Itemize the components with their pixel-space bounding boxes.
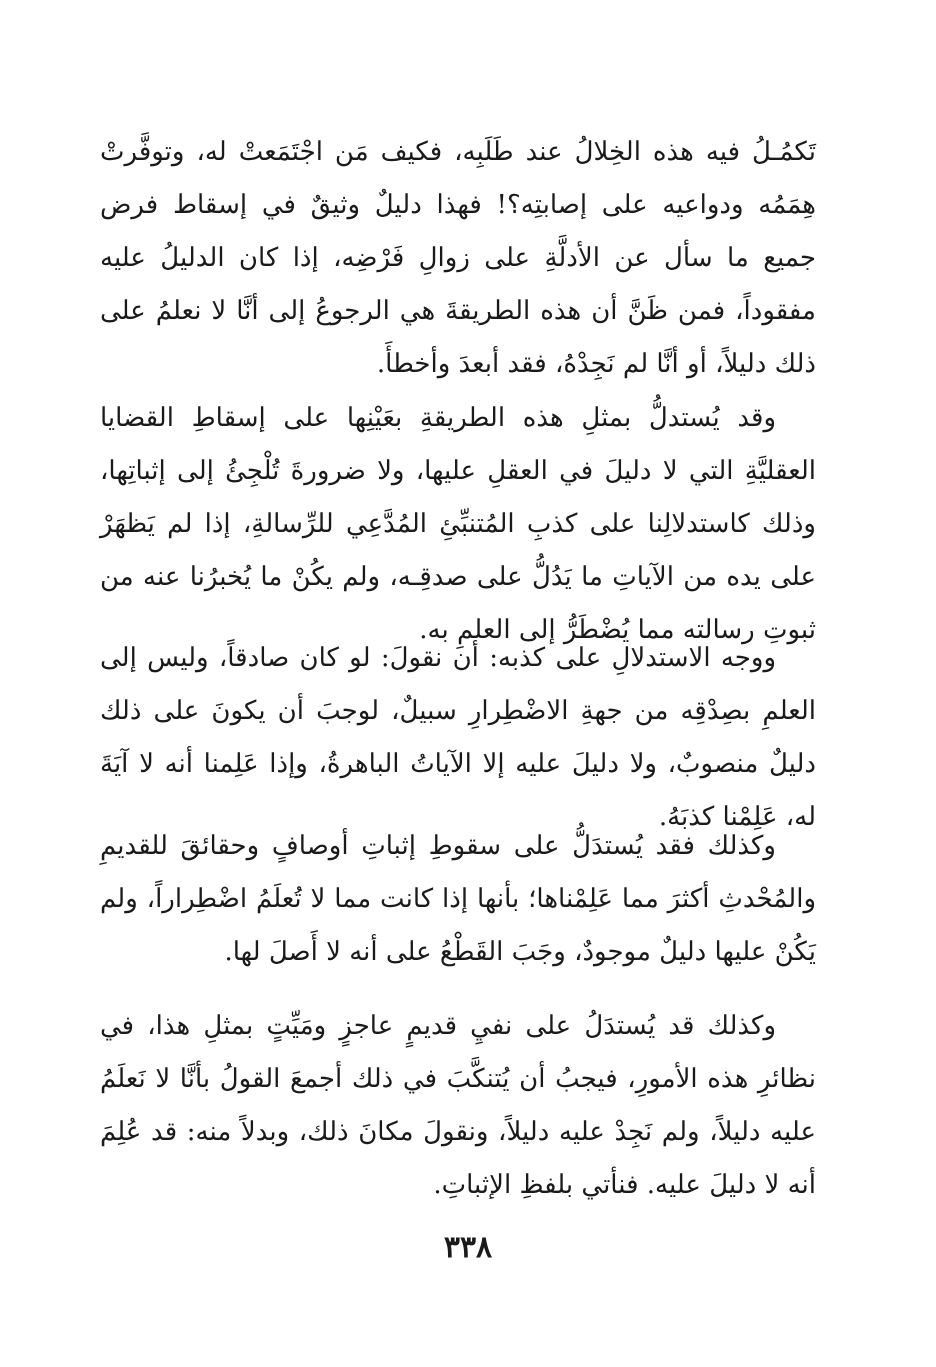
paragraph-4: وكذلك فقد يُستدَلُّ على سقوطِ إثباتِ أوصافٍ وحقائقَ للقديمِ والمُحْدثِ أكثرَ مما عَلِمْناها؛ بأنها إذا كانت مما لا تُعلَمُ اضْطِراراً، ولم يَكُنْ عليها دليلٌ موجودٌ، وجَبَ القَطْعُ على أنه لا أَصلَ لها.: [100, 831, 816, 967]
paragraph-2: وقد يُستدلُّ بمثلِ هذه الطريقةِ بعَيْنِها على إسقاطِ القضايا العقليَّةِ التي لا دليلَ في العقلِ عليها، ولا ضرورةَ تُلْجِئُ إلى إثباتِها، وذلك كاستدلالِنا على كذبِ المُتنبِّئِ المُدَّعِي للرِّسالةِ، إذا لم يَظهَرْ على يده من الآياتِ ما يَدُلُّ على صدقِـه، ولم يكُنْ ما يُخبرُنا عنه من ثبوتِ رسالته مما يُضْطَرُّ إلى العلمِ به.: [100, 403, 816, 645]
page-number: ٣٣٨: [443, 1230, 493, 1265]
paragraph-3: ووجه الاستدلالِ على كذبه: أن نقولَ: لو كان صادقاً، وليس إلى العلمِ بصِدْقِه من جهةِ الاضْطِرارِ سبيلٌ، لوجبَ أن يكونَ على ذلك دليلٌ منصوبٌ، ولا دليلَ عليه إلا الآياتُ الباهرةُ، وإذا عَلِمنا أنه لا آيَةَ له، عَلِمْنا كذبَهُ.: [100, 643, 816, 832]
paragraph-5: وكذلك قد يُستدَلُ على نفيِ قديمٍ عاجزٍ ومَيِّتٍ بمثلِ هذا، في نظائرِ هذه الأمورِ، فيجبُ أن يُتنكَّبَ في ذلك أجمعَ القولُ بأنَّا لا نَعلَمُ عليه دليلاً، ولم نَجِدْ عليه دليلاً، ونقولَ مكانَ ذلك، وبدلاً منه: قد عُلِمَ أنه لا دليلَ عليه. فنأتي بلفظِ الإثباتِ.: [100, 1011, 816, 1200]
paragraph-1: تَكمُـلُ فيه هذه الخِلالُ عند طَلَبِه، فكيف مَن اجْتَمَعتْ له، وتوفَّرتْ هِمَمُه ودواعيه على إصابتِه؟! فهذا دليلٌ وثيقٌ في إسقاط فرض جميع ما سأل عن الأدلَّةِ على زوالِ فَرْضِه، إذا كان الدليلُ عليه مفقوداً، فمن ظَنَّ أن هذه الطريقةَ هي الرجوعُ إلى أنَّا لا نعلمُ على ذلك دليلاً، أو أنَّا لم نَجِدْهُ، فقد أبعدَ وأخطأَ.: [100, 137, 816, 379]
